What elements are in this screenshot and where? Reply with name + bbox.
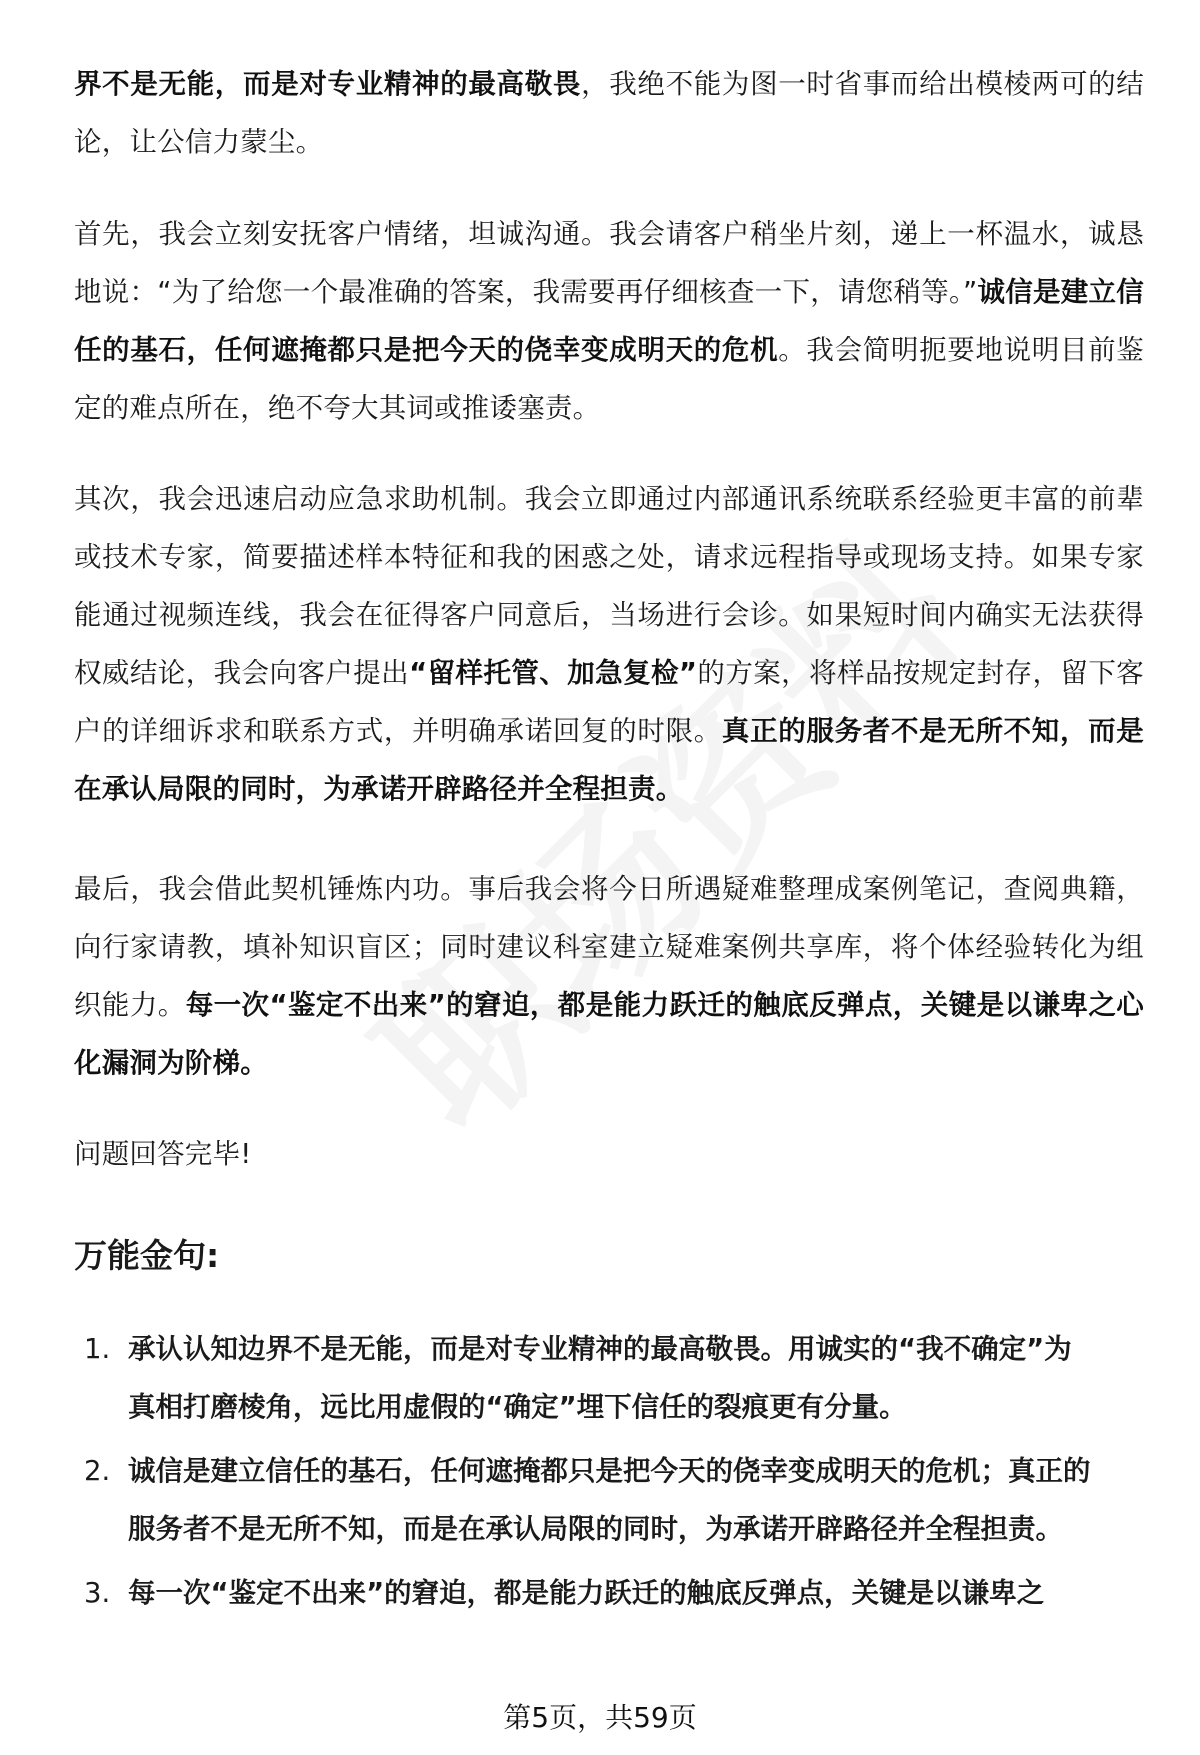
emphasis-text: 界不是无能，而是对专业精神的最高敬畏 xyxy=(74,68,582,100)
paragraph-text: 。我会简明扼要地说明目前鉴定的难点所在，绝不夸大其词或推诿塞责。 xyxy=(74,334,1144,424)
paragraph-text: 问题回答完毕! xyxy=(74,1138,252,1170)
paragraph-first xyxy=(74,205,1144,437)
paragraph-closing xyxy=(74,1125,1144,1183)
emphasis-text: 诚信是建立信任的基石，任何遮掩都只是把今天的侥幸变成明天的危机 xyxy=(74,276,1144,366)
page-footer: 第5页，共59页 xyxy=(503,1701,697,1734)
section-title: 万能金句: xyxy=(74,1236,220,1275)
list-number: 2. xyxy=(84,1455,111,1487)
list-item-text: 承认认知边界不是无能，而是对专业精神的最高敬畏。用诚实的“我不确定”为真相打磨棱角，远比用虚假的“确定”埋下信任的裂痕更有分量。 xyxy=(128,1333,1072,1423)
emphasis-text: “留样托管、加急复检” xyxy=(409,657,698,689)
paragraph-text: 最后，我会借此契机锤炼内功。事后我会将今日所遇疑难整理成案例笔记，查阅典籍，向行家请教，填补知识盲区；同时建议科室建立疑难案例共享库，将个体经验转化为组织能力。 xyxy=(74,873,1144,1021)
list-item xyxy=(74,1320,1144,1436)
golden-sentence-list xyxy=(74,1320,1144,1628)
paragraph-text: 其次，我会迅速启动应急求助机制。我会立即通过内部通讯系统联系经验更丰富的前辈或技术专家，简要描述样本特征和我的困惑之处，请求远程指导或现场支持。如果专家能通过视频连线，我会在征得客户同意后，当场进行会诊。如果短时间内确实无法获得权威结论，我会向客户提出 xyxy=(74,483,1144,689)
paragraph-second xyxy=(74,470,1144,818)
list-item xyxy=(74,1442,1144,1558)
paragraph-intro-end xyxy=(74,55,1144,171)
paragraph-third xyxy=(74,860,1144,1092)
emphasis-text: 真正的服务者不是无所不知，而是在承认局限的同时，为承诺开辟路径并全程担责。 xyxy=(74,715,1145,805)
paragraph-text: 的方案，将样品按规定封存，留下客户的详细诉求和联系方式，并明确承诺回复的时限。 xyxy=(74,657,1144,747)
list-item-text: 诚信是建立信任的基石，任何遮掩都只是把今天的侥幸变成明天的危机；真正的服务者不是无所不知，而是在承认局限的同时，为承诺开辟路径并全程担责。 xyxy=(128,1455,1091,1545)
list-number: 3. xyxy=(84,1577,111,1609)
list-item xyxy=(74,1564,1144,1622)
list-number: 1. xyxy=(84,1333,111,1365)
paragraph-text: ，我绝不能为图一时省事而给出模棱两可的结论，让公信力蒙尘。 xyxy=(74,68,1144,158)
list-item-text: 每一次“鉴定不出来”的窘迫，都是能力跃迁的触底反弹点，关键是以谦卑之 xyxy=(128,1577,1045,1609)
emphasis-text: 每一次“鉴定不出来”的窘迫，都是能力跃迁的触底反弹点，关键是以谦卑之心化漏洞为阶梯。 xyxy=(74,989,1144,1079)
paragraph-text: 首先，我会立刻安抚客户情绪，坦诚沟通。我会请客户稍坐片刻，递上一杯温水，诚恳地说：“为了给您一个最准确的答案，我需要再仔细核查一下，请您稍等。” xyxy=(74,218,1144,308)
